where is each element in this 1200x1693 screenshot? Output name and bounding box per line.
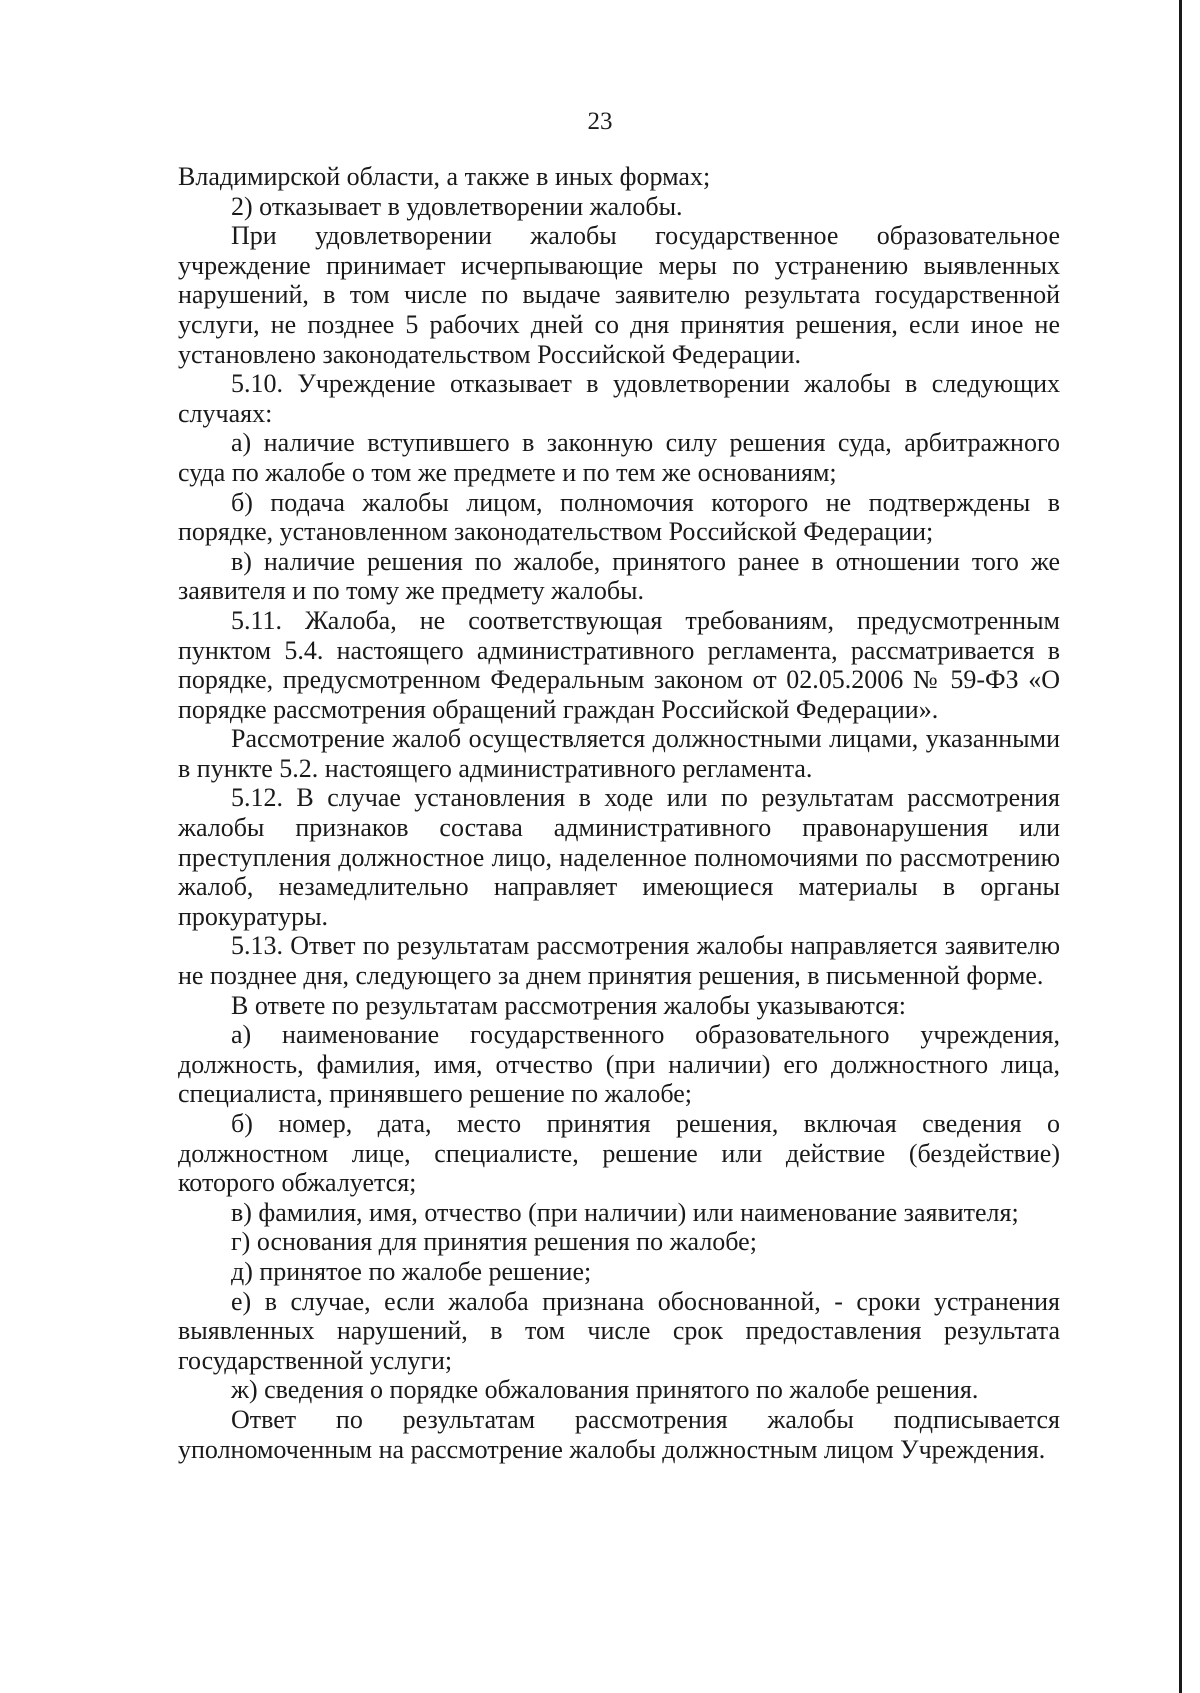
paragraph: б) номер, дата, место принятия решения, включая сведения о должностном лице, специалисте, решение или действие (бездействие) которого обжалуется; [178,1109,1060,1198]
page-number: 23 [587,108,613,135]
paragraph: в) наличие решения по жалобе, принятого ранее в отношении того же заявителя и по тому же предмету жалобы. [178,546,1060,606]
paragraph: е) в случае, если жалоба признана обоснованной, - сроки устранения выявленных нарушений, в том числе срок предоставления результата государственной услуги; [178,1286,1060,1375]
paragraph: В ответе по результатам рассмотрения жалобы указываются: [231,990,906,1020]
paragraph: Рассмотрение жалоб осуществляется должностными лицами, указанными в пункте 5.2. настоящего административного регламента. [178,724,1060,783]
paragraph: а) наличие вступившего в законную силу решения суда, арбитражного суда по жалобе о том же предмете и по тем же основаниям; [178,428,1060,487]
paragraph: д) принятое по жалобе решение; [231,1256,592,1286]
paragraph: 5.12. В случае установления в ходе или по результатам рассмотрения жалобы признаков состава административного правонарушения или преступления должностное лицо, наделенное полномочиями по рассмотрению жалоб, незамедлительно направляет имеющиеся материалы в органы прокуратуры. [178,783,1060,931]
paragraph: в) фамилия, имя, отчество (при наличии) или наименование заявителя; [231,1197,1019,1227]
paragraph: г) основания для принятия решения по жалобе; [231,1227,757,1257]
paragraph: Владимирской области, а также в иных формах; [178,162,711,191]
paragraph: 5.10. Учреждение отказывает в удовлетворении жалобы в следующих случаях: [178,369,1060,428]
paragraph: 5.13. Ответ по результатам рассмотрения жалобы направляется заявителю не позднее дня, следующего за днем принятия решения, в письменной форме. [178,931,1060,991]
paragraph: б) подача жалобы лицом, полномочия которого не подтверждены в порядке, установленном законодательством Российской Федерации; [178,487,1060,547]
paragraph: а) наименование государственного образовательного учреждения, должность, фамилия, имя, отчество (при наличии) его должностного лица, специалиста, принявшего решение по жалобе; [178,1020,1060,1109]
paragraph: 5.11. Жалоба, не соответствующая требованиям, предусмотренным пунктом 5.4. настоящего административного регламента, рассматривается в порядке, предусмотренном Федеральным законом от 02.05.2006 № 59-ФЗ «О порядке рассмотрения обращений граждан Российской Федерации». [178,605,1060,724]
paragraph: При удовлетворении жалобы государственное образовательное учреждение принимает исчерпывающие меры по устранению выявленных нарушений, в том числе по выдаче заявителю результата государственной услуги, не позднее 5 рабочих дней со дня принятия решения, если иное не установлено законодательством Российской Федерации. [178,221,1060,369]
paragraph: ж) сведения о порядке обжалования принятого по жалобе решения. [231,1375,979,1405]
paragraph: Ответ по результатам рассмотрения жалобы подписывается уполномоченным на рассмотрение жалобы должностным лицом Учреждения. [178,1404,1060,1464]
document-body [178,162,1060,1464]
scan-edge-line [1179,0,1182,1693]
paragraph: 2) отказывает в удовлетворении жалобы. [231,191,683,221]
